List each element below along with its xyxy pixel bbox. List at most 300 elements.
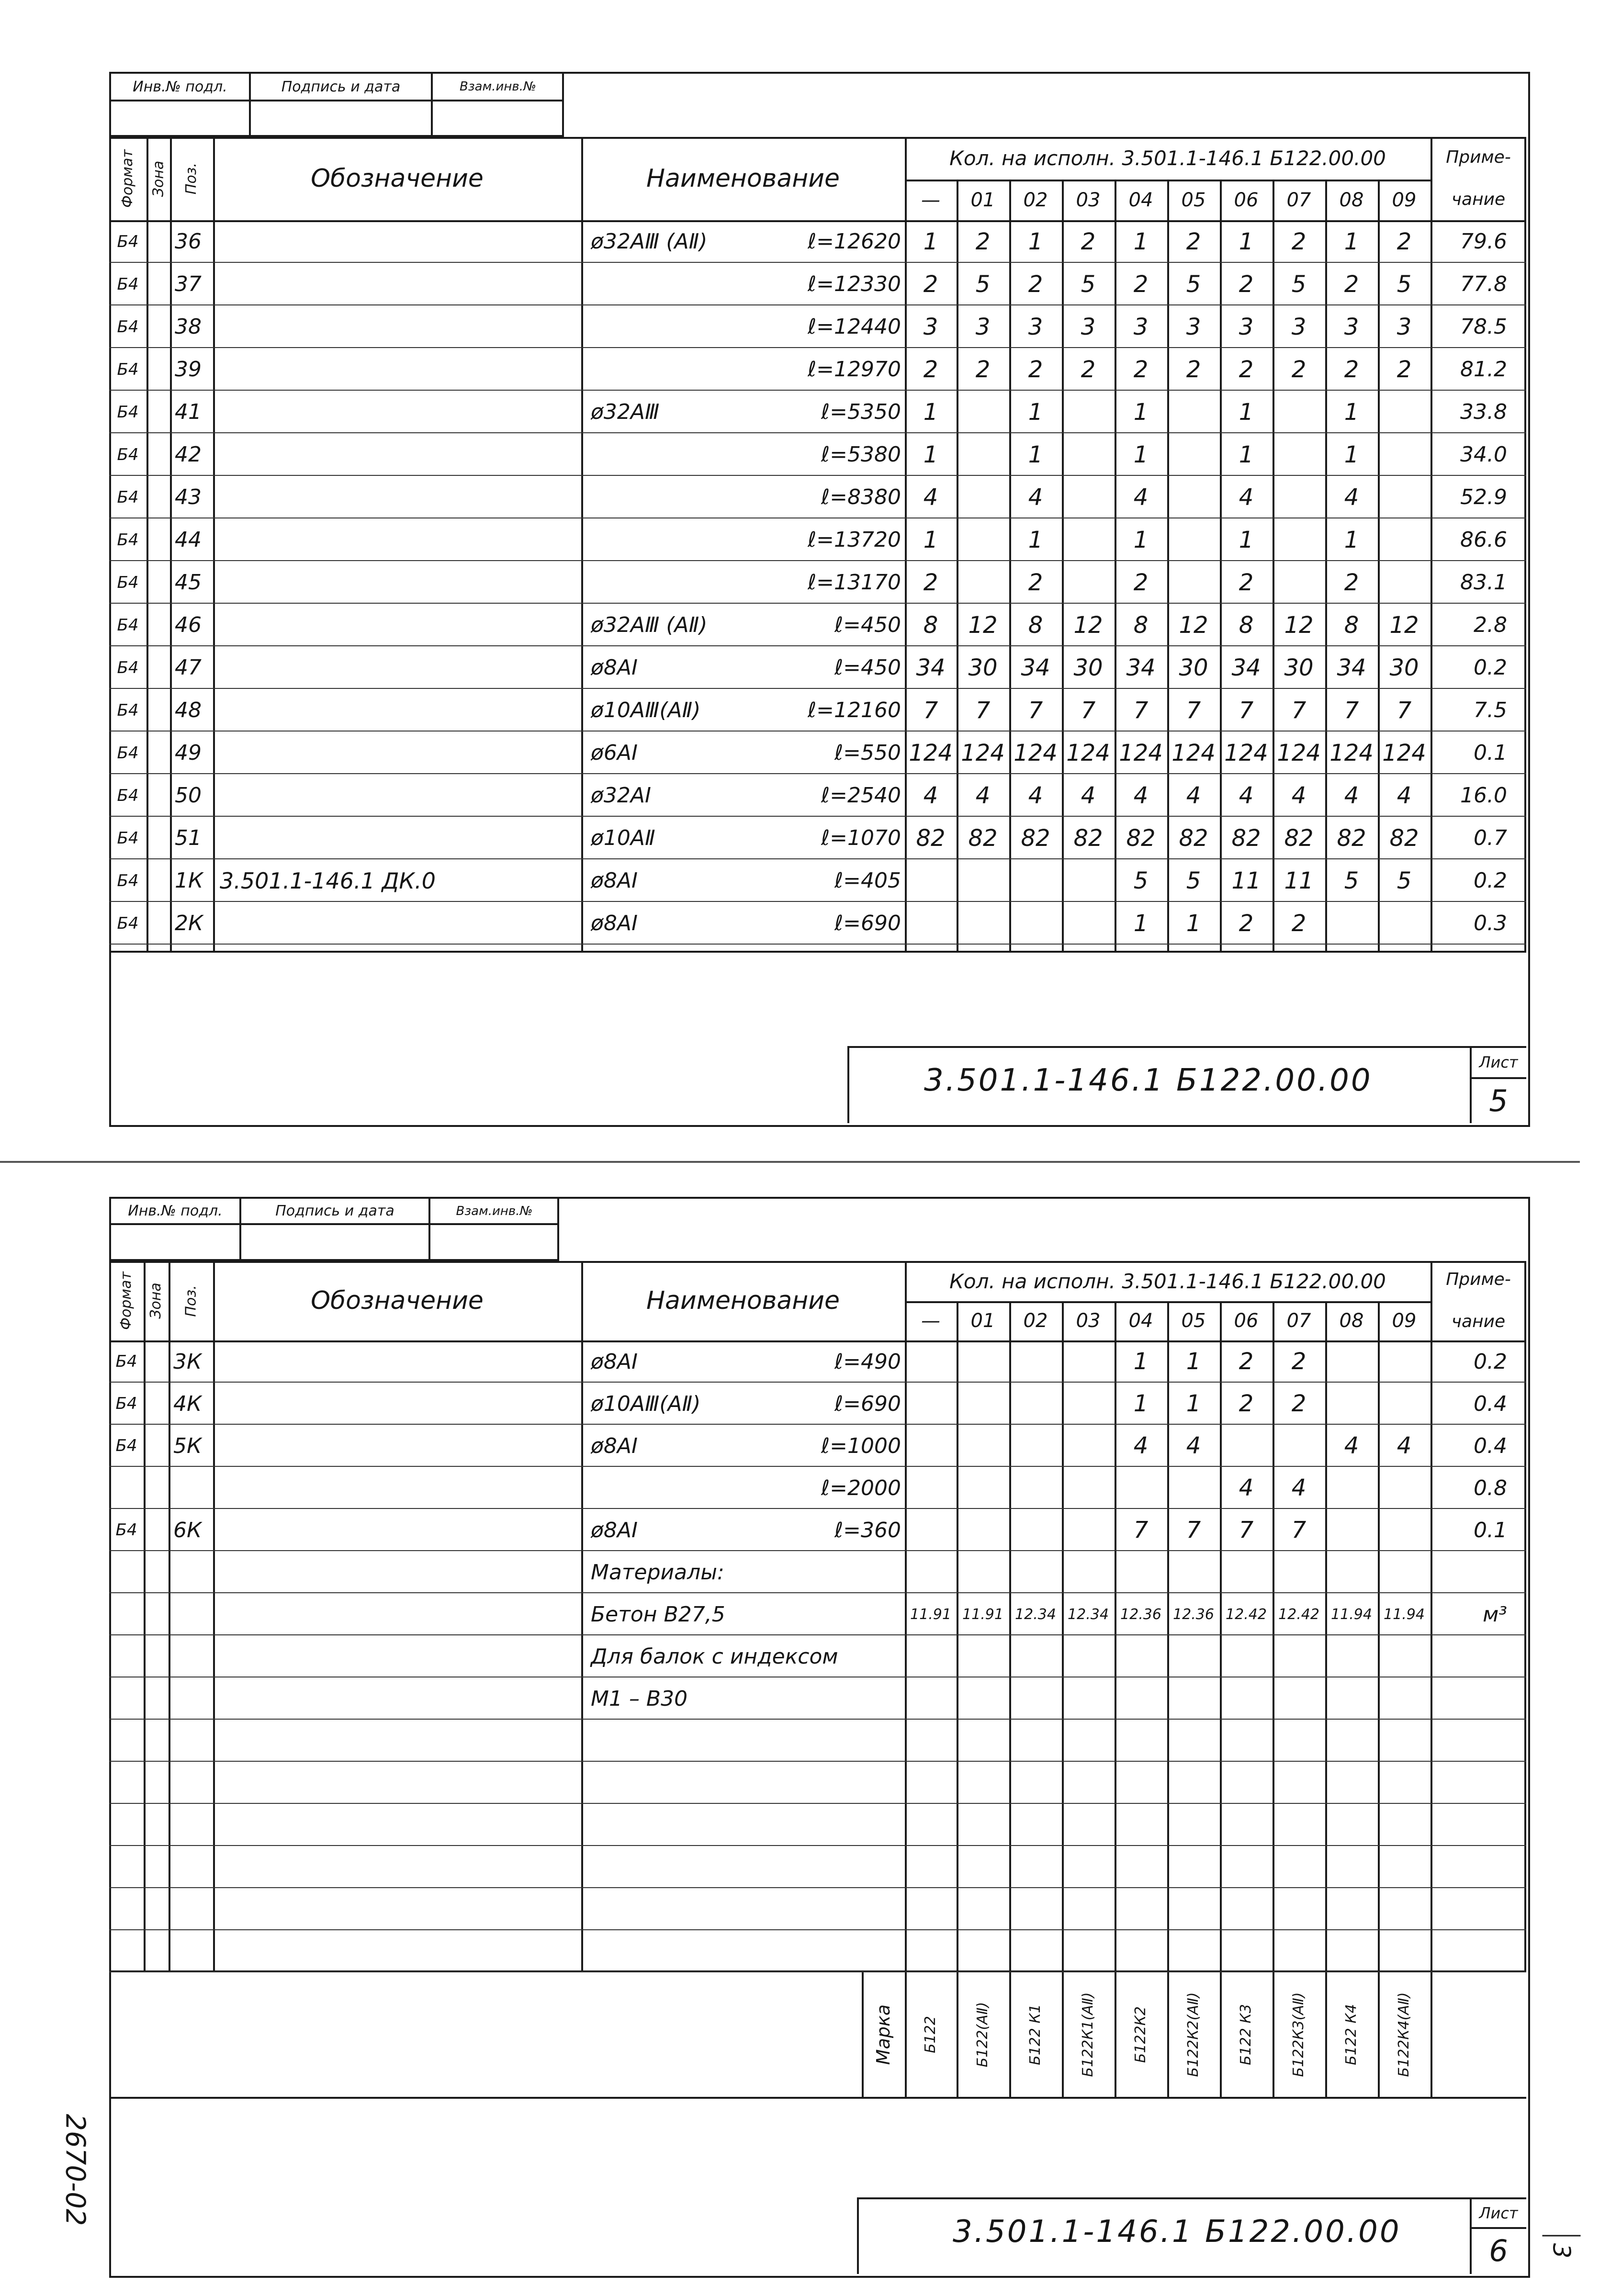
qty-cell: 8 bbox=[923, 611, 938, 639]
header-variant: 05 bbox=[1181, 189, 1206, 211]
qty-cell: 2 bbox=[1186, 228, 1201, 255]
corner-page-mark: 3 bbox=[1543, 2235, 1581, 2265]
qty-cell bbox=[1325, 1677, 1378, 1720]
qty-cell: 7 bbox=[1133, 1517, 1149, 1543]
row-format bbox=[109, 1677, 144, 1720]
qty-cell bbox=[1273, 1551, 1325, 1593]
qty-cell bbox=[1273, 1804, 1325, 1846]
qty-cell bbox=[1009, 902, 1062, 945]
qty-cell: 5 bbox=[1186, 270, 1201, 298]
qty-cell bbox=[905, 1340, 957, 1383]
qty-cell bbox=[1115, 1762, 1167, 1804]
qty-cell: 2 bbox=[1081, 356, 1096, 383]
qty-cell bbox=[957, 433, 1009, 476]
row-position: 1К bbox=[175, 868, 203, 893]
row-note bbox=[1431, 1804, 1526, 1846]
row-format bbox=[109, 1804, 144, 1846]
qty-cell: 4 bbox=[1344, 484, 1359, 511]
row-name: ø32АⅢ bbox=[591, 400, 660, 424]
qty-cell: 7 bbox=[1028, 697, 1043, 724]
row-format: Б4 bbox=[117, 317, 139, 337]
qty-cell bbox=[1378, 1383, 1431, 1425]
row-name: ø8АI bbox=[591, 911, 638, 935]
qty-cell bbox=[1167, 476, 1220, 518]
row-name: ø32АI bbox=[591, 783, 651, 808]
qty-cell bbox=[957, 518, 1009, 561]
row-designation bbox=[213, 1846, 581, 1888]
approval-inv-label: Инв.№ подл. bbox=[133, 78, 227, 95]
qty-cell bbox=[1062, 1467, 1115, 1509]
row-format: Б4 bbox=[115, 1520, 137, 1540]
stamp-sheet-label: Лист bbox=[1479, 2204, 1518, 2222]
qty-cell: 4 bbox=[1397, 782, 1412, 809]
qty-cell: 30 bbox=[1284, 654, 1314, 681]
row-format: Б4 bbox=[117, 274, 139, 294]
row-designation bbox=[213, 689, 581, 732]
qty-cell: 34 bbox=[1337, 654, 1366, 681]
qty-cell bbox=[1220, 1677, 1273, 1720]
qty-cell bbox=[1167, 1804, 1220, 1846]
qty-cell bbox=[1115, 1635, 1167, 1677]
qty-cell: 1 bbox=[1186, 1348, 1201, 1375]
qty-cell bbox=[1062, 1762, 1115, 1804]
qty-cell: 4 bbox=[975, 782, 991, 809]
qty-cell bbox=[1167, 1635, 1220, 1677]
row-note: 34.0 bbox=[1460, 442, 1507, 467]
header-variant: 08 bbox=[1339, 189, 1364, 211]
qty-cell: 5 bbox=[1397, 270, 1412, 298]
qty-cell: 12 bbox=[968, 611, 998, 639]
qty-cell bbox=[1378, 902, 1431, 945]
row-note bbox=[1431, 1635, 1526, 1677]
qty-cell bbox=[1378, 1804, 1431, 1846]
qty-cell bbox=[905, 1888, 957, 1930]
row-position: 46 bbox=[175, 613, 202, 637]
row-format: Б4 bbox=[117, 360, 139, 379]
qty-cell bbox=[1273, 1846, 1325, 1888]
qty-cell: 82 bbox=[1126, 824, 1156, 852]
row-position: 37 bbox=[175, 272, 202, 296]
qty-cell: 82 bbox=[1389, 824, 1419, 852]
qty-cell bbox=[1062, 1509, 1115, 1551]
qty-cell bbox=[1325, 1340, 1378, 1383]
qty-cell: 2 bbox=[1133, 569, 1149, 596]
header-variant: — bbox=[921, 189, 940, 211]
qty-cell: 7 bbox=[975, 697, 991, 724]
qty-cell bbox=[957, 1635, 1009, 1677]
qty-cell bbox=[1115, 1804, 1167, 1846]
row-length bbox=[769, 1846, 905, 1888]
qty-cell: 12.36 bbox=[1120, 1606, 1161, 1623]
qty-cell bbox=[905, 1425, 957, 1467]
stamp-title: 3.501.1-146.1 Б122.00.00 bbox=[953, 2214, 1401, 2250]
qty-cell bbox=[1273, 1677, 1325, 1720]
row-format: Б4 bbox=[115, 1352, 137, 1371]
row-note bbox=[1431, 1677, 1526, 1720]
header-variant: 07 bbox=[1286, 189, 1311, 211]
header-zone: Зона bbox=[147, 1283, 164, 1319]
row-position bbox=[169, 1888, 213, 1930]
qty-cell bbox=[957, 1720, 1009, 1762]
qty-cell bbox=[1167, 433, 1220, 476]
qty-cell bbox=[1062, 1635, 1115, 1677]
qty-cell: 2 bbox=[1291, 1348, 1307, 1375]
margin-archive-number: 2670-02 bbox=[59, 2114, 91, 2226]
row-name bbox=[581, 476, 769, 518]
qty-cell bbox=[905, 902, 957, 945]
qty-cell: 30 bbox=[1179, 654, 1208, 681]
row-name: ø10АⅢ(АⅡ) bbox=[591, 1391, 701, 1416]
qty-cell: 3 bbox=[923, 313, 938, 340]
row-length: ℓ=450 bbox=[834, 655, 901, 680]
row-note: м³ bbox=[1483, 1602, 1507, 1627]
qty-cell: 2 bbox=[1133, 356, 1149, 383]
qty-cell: 124 bbox=[1171, 739, 1216, 766]
qty-cell: 2 bbox=[923, 356, 938, 383]
qty-cell: 4 bbox=[1239, 782, 1254, 809]
qty-cell bbox=[957, 1762, 1009, 1804]
qty-cell bbox=[1273, 1888, 1325, 1930]
header-variant: 03 bbox=[1076, 1310, 1101, 1332]
qty-cell bbox=[957, 902, 1009, 945]
qty-cell: 4 bbox=[1028, 782, 1043, 809]
qty-cell bbox=[1220, 1888, 1273, 1930]
qty-cell: 2 bbox=[923, 270, 938, 298]
row-note: 78.5 bbox=[1460, 315, 1507, 339]
qty-cell bbox=[905, 1846, 957, 1888]
row-name bbox=[581, 1846, 769, 1888]
qty-cell bbox=[1115, 1467, 1167, 1509]
row-format: Б4 bbox=[117, 743, 139, 763]
qty-cell: 5 bbox=[1397, 867, 1412, 894]
qty-cell: 1 bbox=[1028, 441, 1043, 468]
qty-cell: 4 bbox=[1397, 1432, 1412, 1459]
qty-cell bbox=[1273, 1720, 1325, 1762]
row-designation bbox=[213, 1762, 581, 1804]
qty-cell bbox=[957, 1425, 1009, 1467]
qty-cell: 1 bbox=[923, 526, 938, 553]
row-designation bbox=[213, 1720, 581, 1762]
qty-cell: 1 bbox=[923, 228, 938, 255]
approval-inv-label: Инв.№ подл. bbox=[128, 1203, 223, 1219]
qty-cell bbox=[957, 1340, 1009, 1383]
row-format bbox=[109, 1551, 144, 1593]
row-name bbox=[581, 1762, 769, 1804]
qty-cell bbox=[1009, 1509, 1062, 1551]
qty-cell bbox=[1009, 1635, 1062, 1677]
row-note: 2.8 bbox=[1474, 613, 1507, 637]
row-position: 43 bbox=[175, 485, 202, 509]
row-length: ℓ=12330 bbox=[807, 272, 901, 296]
qty-cell: 4 bbox=[1239, 484, 1254, 511]
row-designation bbox=[213, 433, 581, 476]
qty-cell: 34 bbox=[1021, 654, 1050, 681]
header-format: Формат bbox=[119, 149, 136, 208]
qty-cell: 4 bbox=[1028, 484, 1043, 511]
row-position: 44 bbox=[175, 528, 202, 552]
qty-cell: 4 bbox=[1186, 1432, 1201, 1459]
row-position: 50 bbox=[175, 783, 202, 808]
qty-cell: 2 bbox=[1397, 228, 1412, 255]
row-position: 48 bbox=[175, 698, 202, 722]
qty-cell bbox=[1220, 1804, 1273, 1846]
row-length bbox=[769, 1888, 905, 1930]
row-position: 42 bbox=[175, 442, 202, 467]
qty-cell: 1 bbox=[1028, 228, 1043, 255]
qty-cell bbox=[1325, 1509, 1378, 1551]
qty-cell: 1 bbox=[1344, 228, 1359, 255]
qty-cell: 3 bbox=[1344, 313, 1359, 340]
qty-cell bbox=[1167, 518, 1220, 561]
row-name: Для балок с индексом bbox=[591, 1644, 838, 1669]
qty-cell: 34 bbox=[1126, 654, 1156, 681]
qty-cell: 30 bbox=[1073, 654, 1103, 681]
qty-cell: 12.42 bbox=[1226, 1606, 1267, 1623]
row-length bbox=[769, 1762, 905, 1804]
row-length: ℓ=2000 bbox=[821, 1475, 901, 1500]
qty-cell bbox=[905, 1720, 957, 1762]
row-length: ℓ=690 bbox=[834, 1391, 901, 1416]
row-designation bbox=[213, 1635, 581, 1677]
qty-cell bbox=[1062, 1888, 1115, 1930]
qty-cell: 2 bbox=[1344, 356, 1359, 383]
qty-cell bbox=[1378, 1677, 1431, 1720]
qty-cell: 11 bbox=[1231, 867, 1261, 894]
qty-cell bbox=[1378, 1635, 1431, 1677]
approval-vzam-label: Взам.инв.№ bbox=[456, 1204, 533, 1218]
stamp-title: 3.501.1-146.1 Б122.00.00 bbox=[924, 1063, 1373, 1098]
row-note: 0.2 bbox=[1474, 1349, 1507, 1374]
qty-cell: 1 bbox=[1344, 526, 1359, 553]
qty-cell: 30 bbox=[1389, 654, 1419, 681]
row-format bbox=[109, 1635, 144, 1677]
row-designation bbox=[213, 1551, 581, 1593]
header-pos: Поз. bbox=[183, 162, 200, 195]
marka-label: Марка bbox=[873, 2004, 894, 2065]
qty-cell bbox=[1167, 561, 1220, 604]
qty-cell bbox=[1062, 859, 1115, 902]
row-format bbox=[109, 1888, 144, 1930]
qty-cell: 12.34 bbox=[1015, 1606, 1056, 1623]
row-designation bbox=[213, 1888, 581, 1930]
row-designation bbox=[213, 902, 581, 945]
row-name: ø10АⅢ(АⅡ) bbox=[591, 698, 701, 722]
row-designation bbox=[213, 1804, 581, 1846]
qty-cell: 5 bbox=[975, 270, 991, 298]
row-name bbox=[581, 263, 769, 305]
qty-cell bbox=[1220, 1635, 1273, 1677]
row-length: ℓ=12970 bbox=[807, 357, 901, 382]
qty-cell bbox=[1167, 1888, 1220, 1930]
row-note: 52.9 bbox=[1460, 485, 1507, 509]
qty-cell bbox=[1378, 518, 1431, 561]
qty-cell: 1 bbox=[1133, 526, 1149, 553]
row-length: ℓ=1070 bbox=[821, 826, 901, 850]
qty-cell: 2 bbox=[923, 569, 938, 596]
qty-cell: 82 bbox=[1231, 824, 1261, 852]
header-variant: 08 bbox=[1339, 1310, 1364, 1332]
qty-cell bbox=[1273, 1425, 1325, 1467]
qty-cell bbox=[1167, 1551, 1220, 1593]
qty-cell: 82 bbox=[1337, 824, 1366, 852]
row-position bbox=[169, 1635, 213, 1677]
qty-cell: 4 bbox=[1239, 1474, 1254, 1501]
qty-cell bbox=[1009, 1467, 1062, 1509]
qty-cell: 4 bbox=[1291, 1474, 1307, 1501]
row-position bbox=[169, 1930, 213, 1972]
approval-vzam-label: Взам.инв.№ bbox=[460, 79, 536, 94]
header-variant: — bbox=[921, 1310, 940, 1332]
qty-cell bbox=[957, 1467, 1009, 1509]
row-designation bbox=[213, 1467, 581, 1509]
qty-cell bbox=[1325, 1467, 1378, 1509]
qty-cell: 3 bbox=[1291, 313, 1307, 340]
row-note: 86.6 bbox=[1460, 528, 1507, 552]
row-name: ø8АI bbox=[591, 1433, 638, 1458]
qty-cell: 7 bbox=[1081, 697, 1096, 724]
qty-cell: 7 bbox=[1344, 697, 1359, 724]
qty-cell: 124 bbox=[909, 739, 953, 766]
row-position: 49 bbox=[175, 741, 202, 765]
qty-cell: 4 bbox=[923, 782, 938, 809]
row-name bbox=[581, 348, 769, 391]
qty-cell: 4 bbox=[1344, 1432, 1359, 1459]
qty-cell bbox=[1009, 1804, 1062, 1846]
header-variant: 03 bbox=[1076, 189, 1101, 211]
row-designation bbox=[213, 518, 581, 561]
row-designation bbox=[213, 1593, 581, 1635]
qty-cell: 1 bbox=[923, 398, 938, 426]
qty-cell: 1 bbox=[1133, 1348, 1149, 1375]
qty-cell bbox=[1009, 1930, 1062, 1972]
qty-cell bbox=[1115, 1720, 1167, 1762]
header-variant: 02 bbox=[1023, 189, 1048, 211]
qty-cell bbox=[1062, 1551, 1115, 1593]
qty-cell: 2 bbox=[1028, 270, 1043, 298]
row-name: Бетон В27,5 bbox=[591, 1602, 725, 1627]
row-format: Б4 bbox=[117, 615, 139, 635]
qty-cell bbox=[1009, 859, 1062, 902]
row-length bbox=[769, 1804, 905, 1846]
qty-cell bbox=[1062, 476, 1115, 518]
qty-cell: 2 bbox=[1081, 228, 1096, 255]
qty-cell bbox=[1167, 391, 1220, 433]
stamp-sheet-label: Лист bbox=[1479, 1053, 1518, 1071]
row-designation bbox=[213, 604, 581, 646]
row-format bbox=[109, 1467, 144, 1509]
qty-cell bbox=[1009, 1720, 1062, 1762]
qty-cell: 124 bbox=[1277, 739, 1321, 766]
qty-cell: 7 bbox=[923, 697, 938, 724]
qty-cell bbox=[957, 1383, 1009, 1425]
qty-cell bbox=[1167, 1677, 1220, 1720]
qty-cell: 2 bbox=[1344, 270, 1359, 298]
qty-cell: 5 bbox=[1186, 867, 1201, 894]
qty-cell: 124 bbox=[1119, 739, 1163, 766]
qty-cell: 11 bbox=[1284, 867, 1314, 894]
row-note: 0.3 bbox=[1474, 911, 1507, 935]
approval-sign-label: Подпись и дата bbox=[275, 1203, 394, 1219]
qty-cell bbox=[1325, 1383, 1378, 1425]
row-format: Б4 bbox=[117, 786, 139, 805]
qty-cell bbox=[1325, 1846, 1378, 1888]
qty-cell bbox=[1220, 1425, 1273, 1467]
qty-cell bbox=[957, 1509, 1009, 1551]
qty-cell: 3 bbox=[1081, 313, 1096, 340]
qty-cell bbox=[1062, 1340, 1115, 1383]
qty-cell: 4 bbox=[1133, 484, 1149, 511]
qty-cell: 3 bbox=[975, 313, 991, 340]
marka-value: Б122 bbox=[922, 2016, 939, 2053]
row-designation bbox=[213, 1509, 581, 1551]
qty-cell: 82 bbox=[1284, 824, 1314, 852]
row-designation bbox=[213, 1677, 581, 1720]
qty-cell bbox=[1009, 1846, 1062, 1888]
qty-cell: 124 bbox=[961, 739, 1005, 766]
row-note: 83.1 bbox=[1460, 570, 1507, 595]
row-format: Б4 bbox=[115, 1394, 137, 1413]
row-length bbox=[769, 1677, 905, 1720]
header-name: Наименование bbox=[646, 164, 840, 193]
header-variant: 06 bbox=[1234, 1310, 1259, 1332]
qty-cell: 3 bbox=[1133, 313, 1149, 340]
qty-cell bbox=[1325, 1635, 1378, 1677]
header-variant: 06 bbox=[1234, 189, 1259, 211]
qty-cell: 8 bbox=[1028, 611, 1043, 639]
row-length: ℓ=5350 bbox=[821, 400, 901, 424]
qty-cell: 1 bbox=[1186, 1390, 1201, 1417]
qty-cell bbox=[1273, 391, 1325, 433]
qty-cell bbox=[1009, 1340, 1062, 1383]
row-name bbox=[581, 1467, 769, 1509]
qty-cell bbox=[957, 1804, 1009, 1846]
qty-cell bbox=[1378, 1720, 1431, 1762]
row-format bbox=[109, 1593, 144, 1635]
row-name bbox=[581, 518, 769, 561]
row-note: 7.5 bbox=[1474, 698, 1507, 722]
qty-cell: 7 bbox=[1239, 1517, 1254, 1543]
row-position: 2К bbox=[175, 911, 203, 935]
qty-cell: 1 bbox=[1133, 228, 1149, 255]
qty-cell bbox=[905, 1467, 957, 1509]
qty-cell: 82 bbox=[1179, 824, 1208, 852]
qty-cell: 124 bbox=[1382, 739, 1426, 766]
row-note bbox=[1431, 1762, 1526, 1804]
qty-cell: 12 bbox=[1284, 611, 1314, 639]
qty-cell bbox=[1220, 1846, 1273, 1888]
row-format: Б4 bbox=[117, 530, 139, 550]
qty-cell: 1 bbox=[1344, 398, 1359, 426]
sheet-separator bbox=[0, 1161, 1580, 1163]
qty-cell: 2 bbox=[1239, 1390, 1254, 1417]
qty-cell bbox=[957, 1930, 1009, 1972]
row-designation bbox=[213, 817, 581, 859]
qty-cell bbox=[1273, 1930, 1325, 1972]
row-format: Б4 bbox=[115, 1436, 137, 1455]
row-designation bbox=[213, 305, 581, 348]
qty-cell bbox=[1009, 1551, 1062, 1593]
qty-cell bbox=[1009, 1762, 1062, 1804]
row-format: Б4 bbox=[117, 828, 139, 848]
qty-cell: 2 bbox=[1133, 270, 1149, 298]
row-note bbox=[1431, 1930, 1526, 1972]
qty-cell: 4 bbox=[1081, 782, 1096, 809]
row-designation bbox=[213, 774, 581, 817]
row-format: Б4 bbox=[117, 573, 139, 592]
qty-cell bbox=[1167, 1720, 1220, 1762]
qty-cell bbox=[1062, 518, 1115, 561]
row-format: Б4 bbox=[117, 445, 139, 464]
